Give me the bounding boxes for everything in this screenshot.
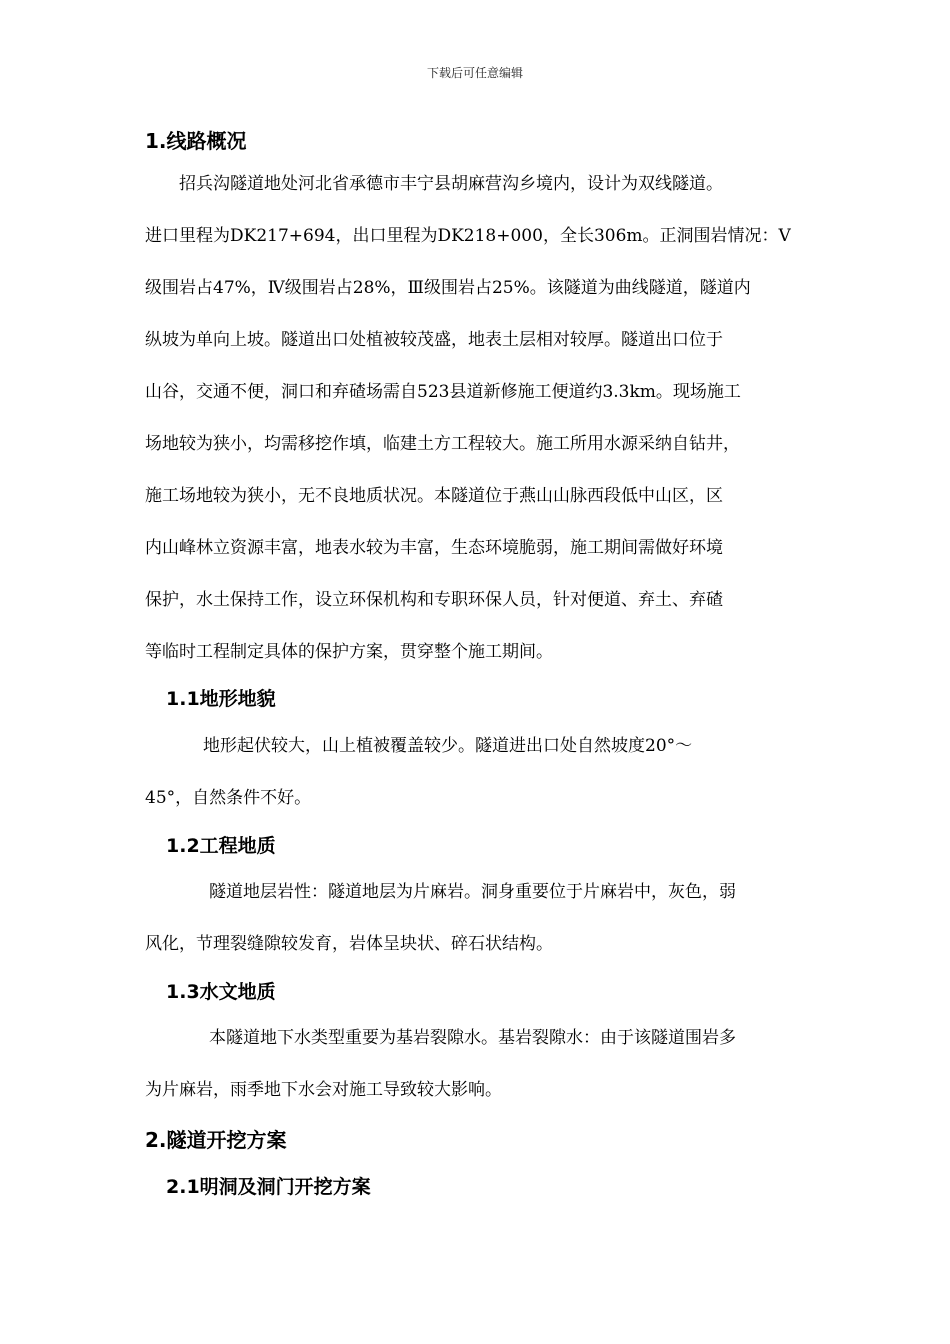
paragraph-line: 进口里程为DK217+694，出口里程为DK218+000，全长306m。正洞围岩情况：Ⅴ	[145, 226, 791, 246]
paragraph-line: 地形起伏较大，山上植被覆盖较少。隧道进出口处自然坡度20°～	[203, 736, 693, 756]
paragraph-line: 45°，自然条件不好。	[145, 788, 312, 808]
section-1-1-title: 1.1地形地貌	[166, 688, 276, 710]
section-2-1-title: 2.1明洞及洞门开挖方案	[166, 1176, 371, 1198]
paragraph-line: 保护，水土保持工作，设立环保机构和专职环保人员，针对便道、弃土、弃碴	[145, 590, 723, 610]
section-1-3-title: 1.3水文地质	[166, 981, 276, 1003]
paragraph-line: 隧道地层岩性：隧道地层为片麻岩。洞身重要位于片麻岩中，灰色，弱	[209, 882, 736, 902]
section-1-1-paragraph	[145, 720, 805, 824]
paragraph-line: 风化，节理裂缝隙较发育，岩体呈块状、碎石状结构。	[145, 934, 553, 954]
section-2-title: 2.隧道开挖方案	[145, 1128, 287, 1152]
paragraph-line: 内山峰林立资源丰富，地表水较为丰富，生态环境脆弱，施工期间需做好环境	[145, 538, 723, 558]
paragraph-line: 级围岩占47%，Ⅳ级围岩占28%，Ⅲ级围岩占25%。该隧道为曲线隧道，隧道内	[145, 278, 751, 298]
paragraph-line: 本隧道地下水类型重要为基岩裂隙水。基岩裂隙水：由于该隧道围岩多	[209, 1028, 736, 1048]
section-1-3-paragraph	[145, 1012, 805, 1116]
page-header: 下载后可任意编辑	[426, 66, 523, 80]
section-1-paragraph	[145, 158, 805, 678]
paragraph-line: 纵坡为单向上坡。隧道出口处植被较茂盛，地表土层相对较厚。隧道出口位于	[145, 330, 723, 350]
paragraph-line: 招兵沟隧道地处河北省承德市丰宁县胡麻营沟乡境内，设计为双线隧道。	[179, 174, 723, 194]
section-1-2-title: 1.2工程地质	[166, 835, 276, 857]
section-1-2-paragraph	[145, 866, 805, 970]
paragraph-line: 等临时工程制定具体的保护方案，贯穿整个施工期间。	[145, 642, 553, 662]
paragraph-line: 为片麻岩，雨季地下水会对施工导致较大影响。	[145, 1080, 502, 1100]
paragraph-line: 山谷，交通不便，洞口和弃碴场需自523县道新修施工便道约3.3km。现场施工	[145, 382, 741, 402]
paragraph-line: 施工场地较为狭小，无不良地质状况。本隧道位于燕山山脉西段低中山区，区	[145, 486, 723, 506]
section-1-title: 1.线路概况	[145, 129, 247, 153]
paragraph-line: 场地较为狭小，均需移挖作填，临建土方工程较大。施工所用水源采纳自钻井，	[145, 434, 740, 454]
